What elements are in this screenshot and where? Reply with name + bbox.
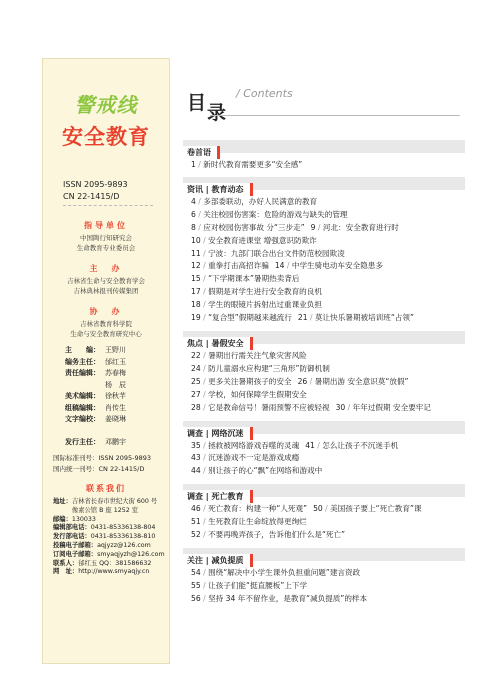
article-title: 暑期出行需关注气象灾害风险 bbox=[208, 350, 307, 360]
article-title: 应对校园伤害事故 分“三步走” bbox=[203, 222, 305, 232]
article-title: 生死教育让生命绽放得更绚烂 bbox=[208, 517, 307, 527]
co-sponsor-heading: 协 办 bbox=[89, 307, 123, 316]
contact-list bbox=[53, 498, 165, 577]
page-number: 26 bbox=[297, 376, 308, 386]
separator: / bbox=[200, 453, 209, 463]
staff-name: 杨 辰 bbox=[105, 380, 126, 389]
page-number: 1 bbox=[191, 160, 196, 169]
toc-entry[interactable] bbox=[183, 286, 465, 299]
article-title: 莫让快乐暑期被培训班“占领” bbox=[314, 313, 414, 323]
contents-label: / Contents bbox=[236, 87, 293, 100]
brand-top-logo: 警戒线 bbox=[74, 93, 138, 117]
toc-entry[interactable] bbox=[183, 209, 465, 222]
toc-entry[interactable] bbox=[183, 363, 465, 376]
article-title: 假期是对学生进行安全教育的良机 bbox=[208, 287, 322, 297]
section-header bbox=[183, 484, 465, 502]
toc-entry[interactable] bbox=[183, 376, 465, 389]
page-number: 18 bbox=[191, 300, 201, 310]
page-number: 22 bbox=[191, 350, 201, 360]
toc-entry[interactable] bbox=[183, 465, 465, 478]
toc-title-char: 录 bbox=[207, 102, 227, 124]
guidance-heading: 指导单位 bbox=[84, 221, 128, 230]
toc-entry[interactable] bbox=[183, 273, 465, 286]
article-title: 多部委联动，办好人民满意的教育 bbox=[203, 196, 318, 206]
article-title: 围绕“解决中小学生课外负担重问题”建言资政 bbox=[208, 567, 361, 577]
contact-value: http://www.smyaqjy.cn bbox=[78, 568, 150, 576]
article-title: 关注校园伤害案：危险的游戏与缺失的管理 bbox=[203, 209, 348, 219]
staff-row bbox=[65, 437, 126, 449]
separator: / bbox=[345, 402, 353, 412]
masthead-sidebar bbox=[42, 58, 170, 664]
issn-code: 国际标准刊号：ISSN 2095-9893 bbox=[53, 454, 152, 462]
staff-name: 邰红玉 bbox=[105, 357, 126, 366]
page-number: 28 bbox=[191, 402, 201, 412]
contact-row bbox=[53, 507, 165, 516]
article-title: 坚持 34 年不留作业，是教育“减负提质”的样本 bbox=[208, 593, 368, 603]
page-number: 54 bbox=[191, 567, 201, 577]
section-title: 资讯 | 教育动态 bbox=[183, 183, 253, 196]
staff-row bbox=[65, 414, 126, 426]
toc-title bbox=[187, 84, 231, 124]
separator: / bbox=[200, 593, 209, 603]
contact-row bbox=[53, 498, 165, 507]
article-title: 重拳打击高招诈骗 bbox=[208, 261, 269, 271]
page-number: 6 bbox=[191, 209, 196, 219]
separator: / bbox=[315, 222, 323, 232]
contact-row bbox=[53, 524, 165, 533]
toc-entry[interactable] bbox=[183, 299, 465, 312]
page-number: 12 bbox=[191, 261, 201, 271]
staff-row bbox=[65, 426, 126, 438]
section-header bbox=[183, 421, 465, 438]
separator: / bbox=[314, 440, 323, 450]
cn-text: CN 22-1415/D bbox=[63, 192, 120, 201]
page-number: 10 bbox=[191, 235, 201, 245]
staff-row bbox=[65, 391, 126, 403]
page-number: 35 bbox=[191, 440, 201, 450]
article-title: 它是教命信号！暑雨预警不应被轻视 bbox=[208, 402, 330, 412]
separator: / bbox=[195, 222, 204, 232]
toc-entry[interactable] bbox=[183, 402, 465, 415]
publication-codes bbox=[53, 453, 151, 475]
contact-row bbox=[53, 551, 165, 560]
toc-entry[interactable] bbox=[183, 159, 465, 172]
staff-row bbox=[65, 357, 126, 369]
article-title: 新时代教育需要更多“安全感” bbox=[203, 160, 303, 169]
toc-entry[interactable] bbox=[183, 440, 465, 453]
sponsor-block bbox=[43, 262, 169, 296]
toc-entry[interactable] bbox=[183, 580, 465, 593]
page-number: 44 bbox=[191, 466, 201, 476]
separator: / bbox=[200, 376, 209, 386]
staff-row bbox=[65, 345, 126, 357]
guidance-line: 生命教育专业委员会 bbox=[76, 244, 136, 252]
staff-name: 姜晓琳 bbox=[105, 415, 126, 423]
co-sponsor-line: 生命与安全教育研究中心 bbox=[70, 330, 142, 338]
toc-entry[interactable] bbox=[183, 248, 465, 261]
separator: / bbox=[200, 235, 209, 245]
toc-entry[interactable] bbox=[183, 312, 465, 325]
brand-main-logo: 安全教育 bbox=[62, 125, 150, 149]
separator: / bbox=[195, 160, 204, 169]
page-number: 46 bbox=[191, 504, 201, 514]
page-number: 17 bbox=[191, 287, 201, 297]
page-number: 41 bbox=[305, 440, 315, 450]
separator: / bbox=[200, 313, 209, 323]
toc-entry[interactable] bbox=[183, 389, 465, 402]
article-title: 美国孩子要上“死亡教育”课 bbox=[330, 504, 422, 514]
staff-name: 王野川 bbox=[105, 346, 126, 354]
article-title: 河北：安全教育进行时 bbox=[322, 222, 399, 232]
separator: / bbox=[200, 504, 209, 514]
page-number: 4 bbox=[191, 196, 196, 206]
separator: / bbox=[284, 261, 292, 271]
section-header bbox=[183, 177, 465, 194]
separator: / bbox=[200, 440, 209, 450]
contact-key: 发行部电话： bbox=[53, 533, 91, 541]
page-number: 14 bbox=[274, 261, 285, 271]
staff-role: 美术编辑： bbox=[65, 392, 100, 400]
staff-role: 编务主任： bbox=[65, 357, 100, 366]
page-number: 8 bbox=[191, 222, 196, 232]
staff-row bbox=[65, 380, 126, 392]
separator: / bbox=[200, 261, 209, 271]
separator: / bbox=[195, 196, 204, 206]
staff-list bbox=[65, 345, 126, 449]
contact-value: 130033 bbox=[71, 515, 96, 523]
contact-key: 联系人： bbox=[53, 559, 79, 567]
contact-row bbox=[53, 542, 165, 551]
article-title: 宁波：九部门联合出台文件防范校园欺凌 bbox=[208, 248, 345, 258]
article-title: 死亡教育：构建一种“人死观” bbox=[208, 504, 308, 514]
staff-role: 责任编辑： bbox=[65, 369, 100, 377]
contact-value: aqjyzz@126.com bbox=[97, 541, 151, 549]
contact-row bbox=[53, 568, 165, 577]
toc-entry[interactable] bbox=[183, 260, 465, 273]
article-title: 让孩子们能“挺直腰板”上下学 bbox=[208, 580, 308, 590]
article-title: 暑期出游 安全意识莫“放假” bbox=[314, 376, 409, 386]
table-of-contents bbox=[183, 140, 465, 606]
contact-heading: 联系我们 bbox=[86, 484, 126, 493]
page-number: 51 bbox=[191, 517, 201, 527]
separator: / bbox=[195, 209, 204, 219]
contact-key: 网 址： bbox=[53, 568, 79, 576]
page-number: 30 bbox=[335, 402, 346, 412]
header-rule bbox=[210, 115, 460, 116]
separator: / bbox=[307, 376, 315, 386]
article-title: 安全教育进课堂 增强意识防欺诈 bbox=[208, 235, 317, 245]
staff-name: 邓鹏宇 bbox=[105, 438, 126, 446]
page-number: 11 bbox=[191, 248, 201, 258]
guidance-block bbox=[43, 219, 169, 253]
page-number: 55 bbox=[191, 580, 201, 590]
separator: / bbox=[200, 580, 209, 590]
article-title: 拯救被网络游戏吞噬的灵魂 bbox=[208, 440, 300, 450]
guidance-line: 中国陶行知研究会 bbox=[80, 234, 132, 242]
section-header bbox=[183, 140, 465, 157]
toc-entry[interactable] bbox=[183, 196, 465, 209]
section-header bbox=[183, 331, 465, 348]
separator: / bbox=[200, 389, 209, 399]
sponsor-line: 吉林典林报刊传媒集团 bbox=[73, 287, 139, 295]
page-number: 25 bbox=[191, 376, 201, 386]
section-title: 调查 | 死亡教育 bbox=[183, 490, 253, 503]
contact-key: 编辑部电话： bbox=[53, 524, 91, 532]
toc-entry[interactable] bbox=[183, 235, 465, 248]
toc-entry[interactable] bbox=[183, 529, 465, 542]
issn-block bbox=[63, 179, 128, 203]
contact-key: 投稿电子邮箱： bbox=[53, 541, 98, 549]
page-number: 24 bbox=[191, 363, 201, 373]
contact-key: 邮编： bbox=[53, 515, 72, 523]
separator: / bbox=[200, 287, 209, 297]
separator: / bbox=[200, 567, 209, 577]
section-title: 焦点 | 暑假安全 bbox=[183, 337, 253, 350]
sponsor-heading: 主 办 bbox=[89, 264, 123, 273]
section-title: 关注 | 减负提质 bbox=[183, 554, 253, 567]
article-title: “下学期课本”暑期热卖背后 bbox=[208, 274, 300, 284]
contact-value: 邰红玉 QQ：381586632 bbox=[78, 559, 152, 567]
contact-value: 像素公馆 B 座 1252 室 bbox=[53, 506, 139, 514]
article-title: 别让孩子的心“飘”在网络和游戏中 bbox=[208, 466, 323, 476]
staff-role: 组稿编辑： bbox=[65, 403, 100, 412]
article-title: 学校，如何保障学生假期安全 bbox=[208, 389, 307, 399]
article-title: 中学生骑电动车安全隐患多 bbox=[291, 261, 383, 271]
separator: / bbox=[200, 466, 209, 476]
staff-role: 文字编校： bbox=[65, 415, 100, 423]
divider bbox=[63, 205, 153, 206]
staff-role: 发行主任： bbox=[65, 438, 100, 446]
toc-entry[interactable] bbox=[183, 593, 465, 606]
contact-value: 0431-85336138-804 bbox=[90, 524, 156, 532]
page-number: 56 bbox=[191, 593, 201, 603]
contact-value: 吉林省长春市世纪大街 600 号 bbox=[71, 498, 158, 505]
toc-entry[interactable] bbox=[183, 516, 465, 529]
page-number: 21 bbox=[297, 313, 308, 323]
contact-value: 0431-85336138-810 bbox=[90, 533, 156, 541]
separator: / bbox=[200, 350, 209, 360]
article-title: 年年过假期 安全要牢记 bbox=[352, 402, 431, 412]
page-number: 15 bbox=[191, 274, 201, 284]
article-title: 不要再晚弄孩子，告诉他们什么是“死亡” bbox=[208, 530, 346, 540]
staff-role: 主 编： bbox=[65, 346, 100, 354]
toc-entry[interactable] bbox=[183, 350, 465, 363]
separator: / bbox=[200, 248, 209, 258]
separator: / bbox=[200, 402, 209, 412]
contact-key: 地址： bbox=[53, 498, 72, 505]
section-title: 卷首语 bbox=[183, 146, 220, 159]
cn-code: 国内统一刊号：CN 22-1415/D bbox=[53, 465, 145, 473]
article-title: 更多关注暑期孩子的安全 bbox=[208, 376, 292, 386]
page-number: 43 bbox=[191, 453, 201, 463]
article-title: 学生的眼镜片拆射出过重课业负担 bbox=[208, 300, 322, 310]
contact-value: smyaqjyzh@126.com bbox=[97, 550, 165, 558]
article-title: 防儿童溺水应构建“三角形”防御机制 bbox=[208, 363, 330, 373]
section-title: 调查 | 网络沉迷 bbox=[183, 427, 253, 440]
page-number: 52 bbox=[191, 530, 201, 540]
sponsor-line: 吉林省生命与安全教育学会 bbox=[67, 277, 145, 285]
contact-key: 订阅电子邮箱： bbox=[53, 550, 98, 558]
page-number: 27 bbox=[191, 389, 201, 399]
page-number: 19 bbox=[191, 313, 201, 323]
separator: / bbox=[200, 517, 209, 527]
toc-entry[interactable] bbox=[183, 567, 465, 580]
staff-name: 徐秋芊 bbox=[105, 392, 126, 400]
separator: / bbox=[200, 363, 209, 373]
contact-row bbox=[53, 533, 165, 542]
toc-title-char: 目 bbox=[187, 92, 207, 114]
toc-entry[interactable] bbox=[183, 222, 465, 235]
separator: / bbox=[200, 530, 209, 540]
separator: / bbox=[200, 300, 209, 310]
separator: / bbox=[200, 274, 209, 284]
section-header bbox=[183, 548, 465, 565]
separator: / bbox=[322, 504, 331, 514]
staff-row bbox=[65, 368, 126, 380]
co-sponsor-line: 吉林省教育科学院 bbox=[80, 320, 132, 328]
article-title: “复合型”假期越来越流行 bbox=[208, 313, 292, 323]
issn-text: ISSN 2095-9893 bbox=[63, 180, 128, 189]
staff-name: 苏春梅 bbox=[105, 369, 126, 377]
staff-name: 肖传生 bbox=[105, 403, 126, 412]
toc-entry[interactable] bbox=[183, 503, 465, 516]
separator: / bbox=[307, 313, 315, 323]
article-title: 沉迷游戏不一定是游戏成瘾 bbox=[208, 453, 300, 463]
toc-entry[interactable] bbox=[183, 452, 465, 465]
co-sponsor-block bbox=[43, 305, 169, 339]
staff-row bbox=[65, 403, 126, 415]
page-number: 9 bbox=[310, 222, 316, 232]
page-number: 50 bbox=[313, 504, 323, 514]
article-title: 怎么让孩子不沉迷手机 bbox=[322, 440, 399, 450]
